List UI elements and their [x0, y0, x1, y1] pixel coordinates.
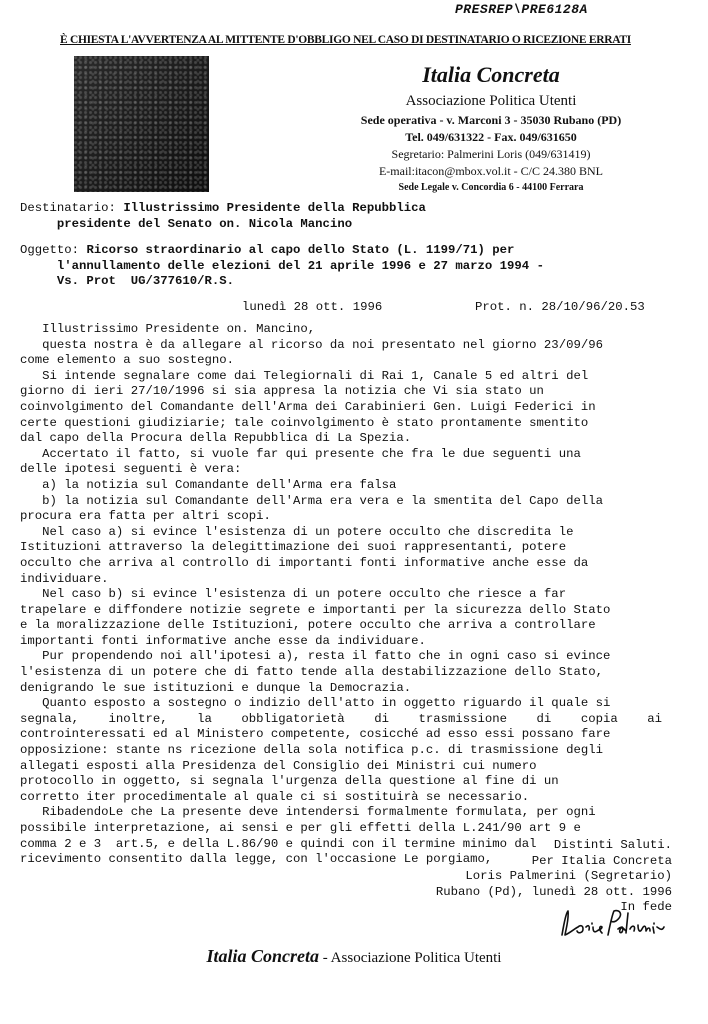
- letter-line: comma 2 e 3 art.5, e della L.86/90 e quindi con il termine minimo dal: [20, 836, 537, 851]
- sender-warning-notice: È CHIESTA L'AVVERTENZA AL MITTENTE D'OBBLIGO NEL CASO DI DESTINATARIO O RICEZIONE ERRATI: [60, 34, 631, 46]
- letter-line: certe questioni giudiziarie; tale coinvolgimento è stato prontamente smentito: [20, 415, 589, 430]
- letterhead-association: Associazione Politica Utenti: [405, 93, 577, 109]
- letter-line: Pur propendendo noi all'ipotesi a), resta il fatto che in ogni caso si evince: [20, 649, 611, 664]
- letter-line: controinteressati ed al Ministero competente, cosicché ad esso essi possano fare: [20, 727, 611, 742]
- letter-line: Nel caso a) si evince l'esistenza di un potere occulto che discredita le: [20, 524, 574, 539]
- letter-line: b) la notizia sul Comandante dell'Arma era vera e la smentita del Capo della: [20, 493, 603, 508]
- letter-line: segnala, inoltre, la obbligatorietà di trasmissione di copia ai: [20, 711, 663, 726]
- recipient-line-1: Illustrissimo Presidente della Repubblica: [123, 201, 426, 215]
- letter-line: Illustrissimo Presidente on. Mancino,: [20, 322, 316, 336]
- letterhead-email: E-mail:itacon@mbox.vol.it - C/C 24.380 BNL: [378, 164, 604, 178]
- letter-line: delle ipotesi seguenti è vera:: [20, 462, 242, 477]
- letter-line: coinvolgimento del Comandante dell'Arma dei Carabinieri Gen. Luigi Federici in: [20, 399, 596, 414]
- letter-line: l'esistenza di un potere che di fatto tende alla destabilizzazione dello Stato,: [20, 665, 603, 680]
- letter-line: ricevimento consentito dalla legge, con l'occasione Le porgiamo,: [20, 852, 493, 867]
- subject-line-2: l'annullamento delle elezioni del 21 aprile 1996 e 27 marzo 1994 -: [56, 258, 544, 273]
- letter-line: questa nostra è da allegare al ricorso da noi presentato nel giorno 23/09/96: [20, 337, 603, 352]
- letter-line: importanti fonti informative anche esse da individuare.: [20, 633, 426, 648]
- handwritten-signature: [556, 905, 666, 941]
- recipient-block: [20, 201, 680, 232]
- letter-line: individuare.: [20, 571, 109, 586]
- letter-line: come elemento a suo sostegno.: [20, 353, 235, 368]
- letterhead: [330, 60, 652, 195]
- document-stamp: PRESREP\PRE6128A: [455, 2, 588, 17]
- letter-line: opposizione: stante ns ricezione della sola notifica p.c. di trasmissione degli: [20, 743, 603, 758]
- letter-line: a) la notizia sul Comandante dell'Arma era falsa: [20, 477, 397, 492]
- protocol-number: Prot. n. 28/10/96/20.53: [475, 300, 645, 314]
- letter-line: procura era fatta per altri scopi.: [20, 509, 271, 524]
- subject-line-3: Vs. Prot UG/377610/R.S.: [56, 274, 235, 289]
- letter-line: possibile interpretazione, ai sensi e per gli effetti della L.241/90 art 9 e: [20, 821, 581, 835]
- letter-line: giorno di ieri 27/10/1996 si sia appresa la notizia che Vi sia stato un: [20, 384, 544, 399]
- letter-line: Si intende segnalare come dai Telegiornali di Rai 1, Canale 5 ed altri del: [20, 368, 589, 383]
- letterhead-tel-fax: Tel. 049/631322 - Fax. 049/631650: [405, 130, 577, 144]
- recipient-label: Destinatario:: [20, 201, 116, 215]
- footer-brand-name: Italia Concreta: [206, 946, 320, 966]
- letter-line: dal capo della Procura della Repubblica di La Spezia.: [20, 431, 412, 446]
- association-logo-image: [74, 56, 209, 192]
- letterhead-sede-operativa: Sede operativa - v. Marconi 3 - 35030 Rubano (PD): [360, 113, 622, 127]
- subject-line-1: Ricorso straordinario al capo dello Stato (L. 1199/71) per: [86, 243, 515, 257]
- letter-line: protocollo in oggetto, si segnala l'urgenza della questione al fine di un: [20, 774, 559, 789]
- closing-place-date: Rubano (Pd), lunedì 28 ott. 1996: [435, 884, 672, 899]
- letterhead-sede-legale: Sede Legale v. Concordia 6 - 44100 Ferrara: [398, 182, 584, 193]
- closing-saluti: Distinti Saluti.: [553, 838, 672, 852]
- letterhead-brand-name: Italia Concreta: [422, 62, 560, 87]
- letter-line: denigrando le sue istituzioni e dunque la Democrazia.: [20, 680, 412, 695]
- letter-line: corretto iter procedimentale al quale ci si sostituirà se necessario.: [20, 789, 530, 804]
- closing-signer: Loris Palmerini (Segretario): [465, 869, 672, 884]
- letter-line: RibadendoLe che La presente deve intendersi formalmente formulata, per ogni: [20, 805, 596, 820]
- letter-date: lunedì 28 ott. 1996: [242, 300, 383, 314]
- letter-line: Accertato il fatto, si vuole far qui presente che fra le due seguenti una: [20, 446, 581, 461]
- letter-line: Istituzioni attraverso la delegittimazione dei suoi rappresentanti, potere: [20, 540, 567, 555]
- letter-line: trapelare e diffondere notizie segrete e importanti per la sicurezza dello Stato: [20, 602, 611, 617]
- subject-label: Oggetto:: [20, 243, 80, 257]
- letter-line: occulto che arriva al controllo di importanti fonti informative anche esse da: [20, 555, 589, 570]
- letterhead-segretario: Segretario: Palmerini Loris (049/631419): [391, 147, 591, 161]
- footer: [0, 946, 708, 967]
- closing-in-fede: In fede: [620, 900, 672, 915]
- letter-line: e la moralizzazione delle Istituzioni, potere occulto che arriva a controllare: [20, 618, 596, 633]
- subject-block: [20, 243, 680, 290]
- letter-body: [20, 322, 680, 868]
- closing-per: Per Italia Concreta: [531, 853, 672, 868]
- letter-line: Quanto esposto a sostegno o indizio dell'atto in oggetto riguardo il quale si: [20, 696, 611, 711]
- footer-association: - Associazione Politica Utenti: [319, 950, 502, 966]
- letter-line: allegati esposti alla Presidenza del Consiglio dei Ministri cui numero: [20, 758, 537, 773]
- recipient-line-2: presidente del Senato on. Nicola Mancino: [56, 216, 353, 231]
- letter-line: Nel caso b) si evince l'esistenza di un potere occulto che riesce a far: [20, 587, 567, 602]
